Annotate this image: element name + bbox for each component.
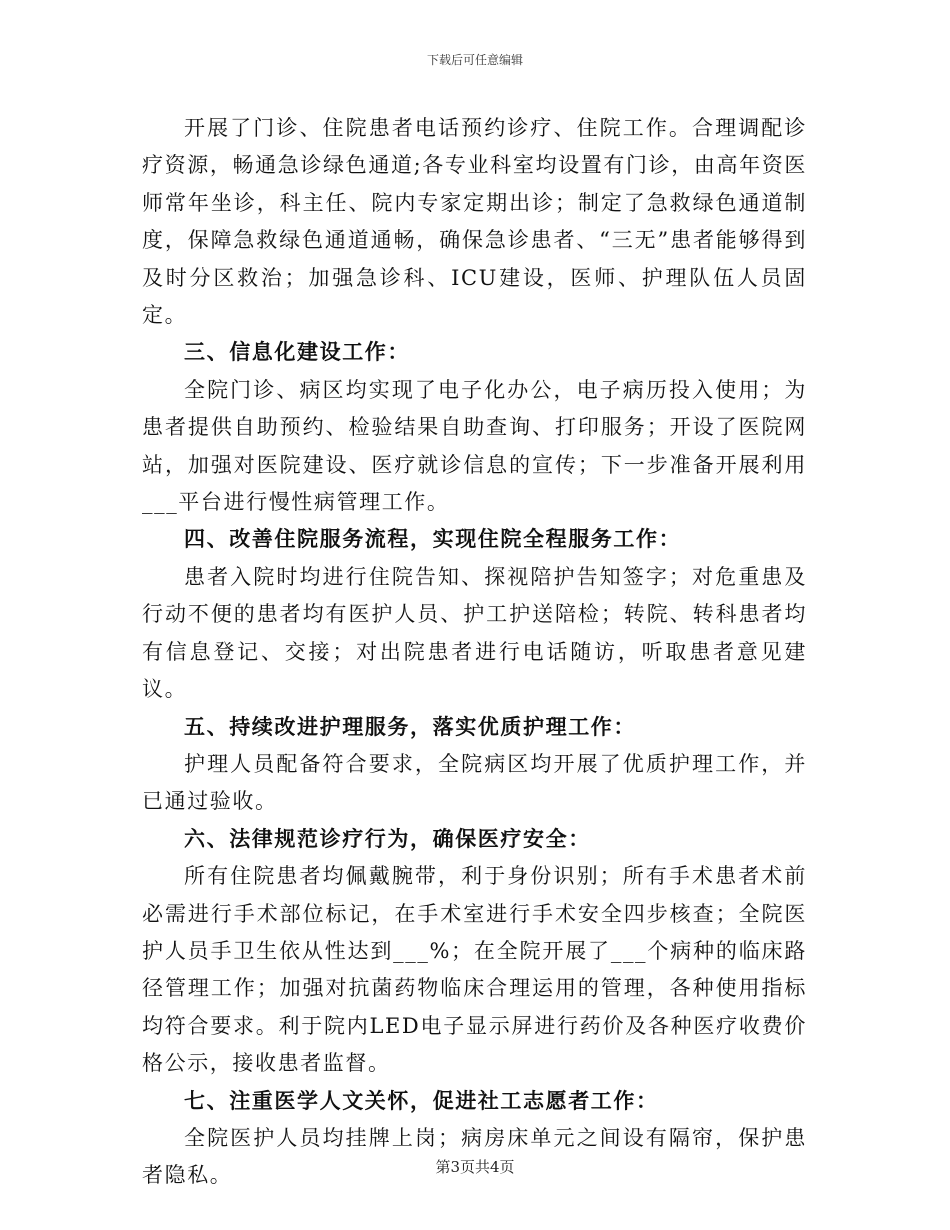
section-heading-7: 七、注重医学人文关怀，促进社工志愿者工作： xyxy=(184,1088,659,1113)
page-number: 第3页共4页 xyxy=(435,1158,515,1176)
paragraph-inpatient-process: 患者入院时均进行住院告知、探视陪护告知签字；对危重患及行动不便的患者均有医护人员、护工护送陪检；转院、转科患者均有信息登记、交接；对出院患者进行电话随访，听取患者意见建议。 xyxy=(142,564,807,702)
paragraph-medical-safety: 所有住院患者均佩戴腕带，利于身份识别；所有手术患者术前必需进行手术部位标记，在手术室进行手术安全四步核查；全院医护人员手卫生依从性达到___%；在全院开展了___个病种的临床路径管理工作；加强对抗菌药物临床合理运用的管理，各种使用指标均符合要求。利于院内LED电子显示屏进行药价及各种医疗收费价格公示，接收患者监督。 xyxy=(142,864,807,1076)
document-body xyxy=(142,110,807,1195)
section-heading-3: 三、信息化建设工作： xyxy=(184,340,410,365)
section-heading-5: 五、持续改进护理服务，落实优质护理工作： xyxy=(184,714,636,739)
section-heading-4: 四、改善住院服务流程，实现住院全程服务工作： xyxy=(184,527,682,552)
paragraph-outpatient-services: 开展了门诊、住院患者电话预约诊疗、住院工作。合理调配诊疗资源，畅通急诊绿色通道;各专业科室均设置有门诊，由高年资医师常年坐诊，科主任、院内专家定期出诊；制定了急救绿色通道制度，保障急救绿色通道通畅，确保急诊患者、“三无”患者能够得到及时分区救治；加强急诊科、ICU建设，医师、护理队伍人员固定。 xyxy=(142,116,807,328)
paragraph-nursing-service: 护理人员配备符合要求，全院病区均开展了优质护理工作，并已通过验收。 xyxy=(142,751,807,814)
section-heading-6: 六、法律规范诊疗行为，确保医疗安全： xyxy=(184,826,591,851)
paragraph-humanistic-care: 全院医护人员均挂牌上岗；病房床单元之间设有隔帘，保护患者隐私。 xyxy=(142,1125,807,1188)
page-header: 下载后可任意编辑 xyxy=(426,53,523,67)
paragraph-informatization: 全院门诊、病区均实现了电子化办公，电子病历投入使用；为患者提供自助预约、检验结果自助查询、打印服务；开设了医院网站，加强对医院建设、医疗就诊信息的宣传；下一步准备开展利用___平台进行慢性病管理工作。 xyxy=(142,377,807,515)
